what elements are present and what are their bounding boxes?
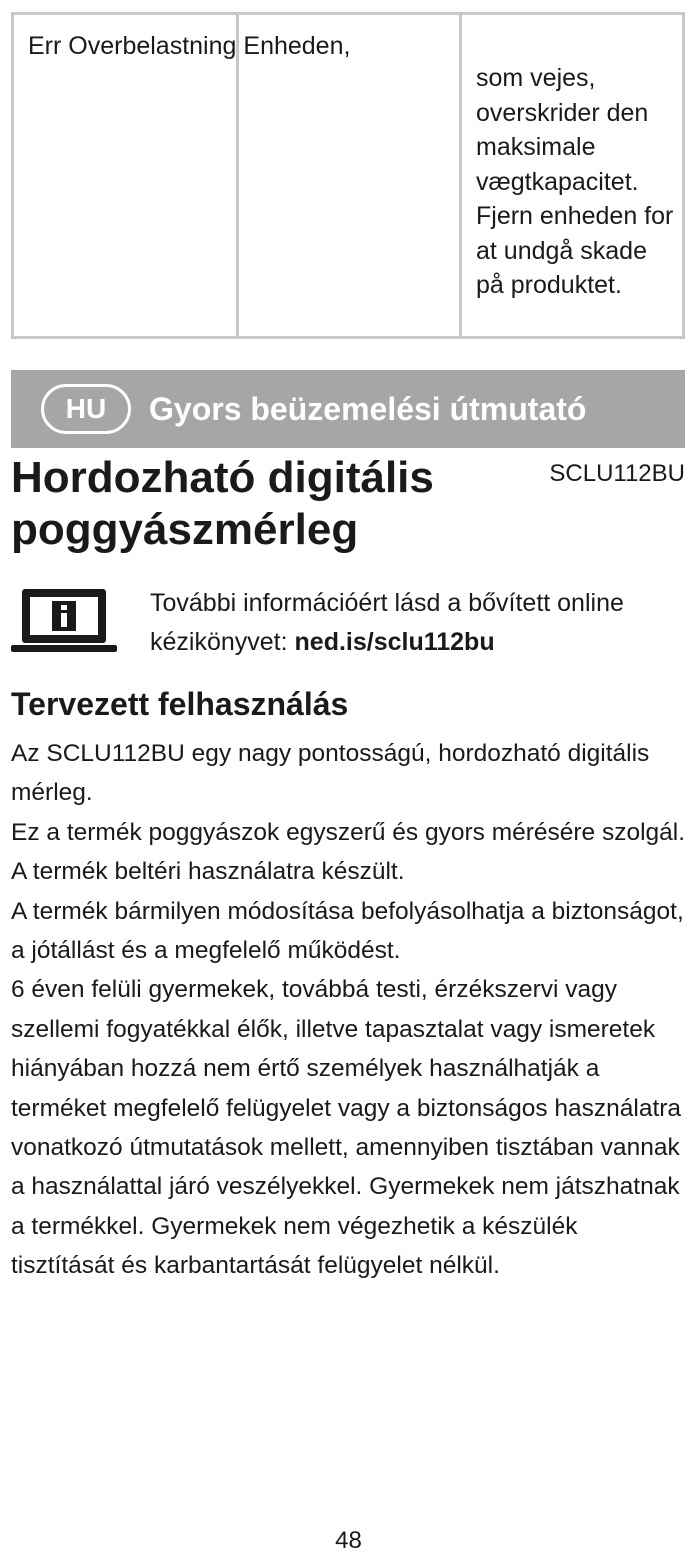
intended-use-body bbox=[11, 734, 687, 1286]
product-code: SCLU112BU bbox=[549, 460, 685, 487]
error-table bbox=[11, 12, 685, 339]
paragraph: A termék beltéri használatra készült. bbox=[11, 858, 405, 886]
online-manual-note bbox=[150, 584, 680, 662]
paragraph: Az SCLU112BU egy nagy pontosságú, hordozható digitális mérleg. bbox=[11, 740, 650, 807]
paragraph: 6 éven felüli gyermekek, továbbá testi, érzékszervi vagy szellemi fogyatékkal élők, illetve tapasztalat vagy ismeretek hiányában hozzá nem értő személyek használhatják a terméket megfelelő felügyelet vagy a biztonságos használatra vonatkozó útmutatások mellett, amennyiben tisztában vannak a használattal járó veszélyekkel. Gyermekek nem játszhatnak a termékkel. Gyermekek nem végezhetik a készülék tisztítását és karbantartását felügyelet nélkül. bbox=[11, 976, 682, 1280]
quick-start-banner bbox=[11, 370, 685, 448]
error-description-cell bbox=[462, 15, 682, 336]
error-code-cell bbox=[14, 15, 351, 336]
error-code: Err Overbelastning bbox=[28, 32, 237, 60]
error-code-line bbox=[28, 29, 350, 63]
laptop-info-icon bbox=[11, 586, 117, 656]
intended-use-heading: Tervezett felhasználás bbox=[11, 686, 349, 722]
error-empty-cell bbox=[239, 15, 462, 336]
product-title: Hordozható digitális poggyászmérleg bbox=[11, 453, 434, 554]
page-number: 48 bbox=[335, 1527, 362, 1554]
paragraph: Ez a termék poggyászok egyszerű és gyors mérésére szolgál. bbox=[11, 818, 686, 846]
error-description: som vejes, overskrider den maksimale vægtkapacitet. Fjern enheden for at undgå skade på produktet. bbox=[476, 64, 674, 299]
manual-link[interactable]: ned.is/sclu112bu bbox=[294, 628, 495, 656]
language-badge: HU bbox=[41, 384, 131, 434]
banner-title: Gyors beüzemelési útmutató bbox=[149, 390, 587, 427]
error-label: Enheden, bbox=[243, 32, 351, 60]
paragraph: A termék bármilyen módosítása befolyásolhatja a biztonságot, a jótállást és a megfelelő működést. bbox=[11, 897, 684, 965]
info-text: További információért lásd a bővített online kézikönyvet: bbox=[150, 589, 624, 656]
